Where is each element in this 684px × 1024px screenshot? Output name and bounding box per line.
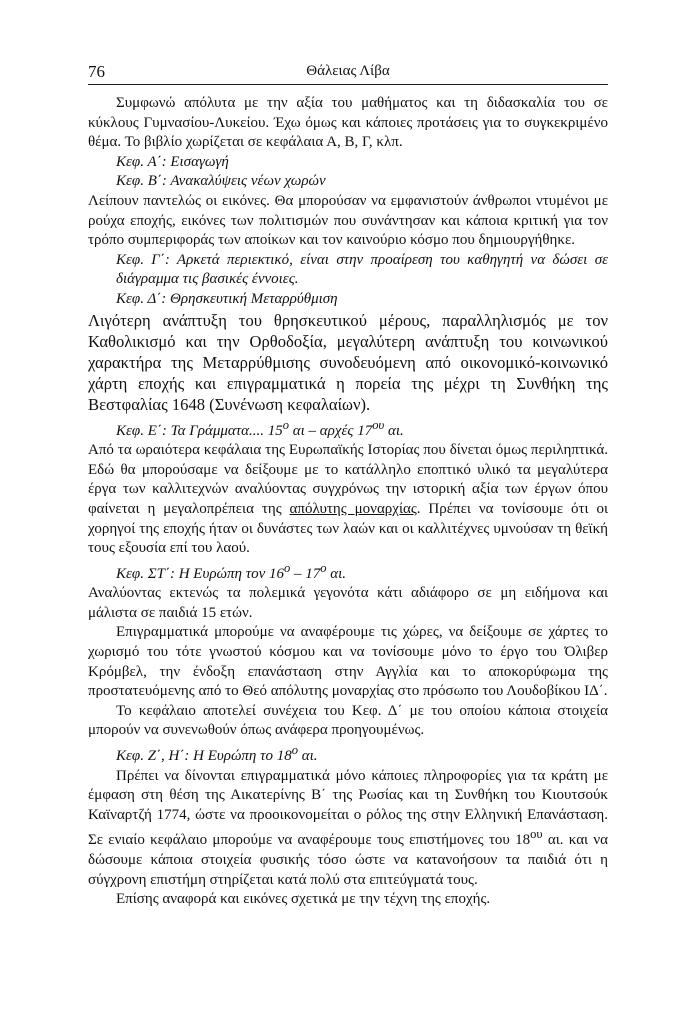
chapter-heading: Κεφ. Δ΄: Θρησκευτική Μεταρρύθμιση xyxy=(116,290,338,307)
page-number: 76 xyxy=(88,62,105,81)
paragraph: Συμφωνώ απόλυτα με την αξία του μαθήματος και τη διδασκαλία του σε κύκλους Γυμνασίου-Λυκείου. Έχω όμως και κάποιες προτάσεις για το συγκεκριμένο θέμα. Το βιβλίο χωρίζεται σε κεφάλαια Α, Β, Γ, κλπ. xyxy=(88,95,608,151)
paragraph: Επιγραμματικά μπορούμε να αναφέρουμε τις χώρες, να δείξουμε σε χάρτες το χωρισμό του τότε γνωστού κόσμου και να τονίσουμε μόνο το έργο του Όλιβερ Κρόμβελ, την ένδοξη επανάσταση στην Αγγλία και το αποκορύφωμα της προστατευόμενης από το Θεό απόλυτης μοναρχίας στο πρόσωπο του Λουδοβίκου ΙΔ΄. xyxy=(88,624,608,700)
paragraph: Πρέπει να δίνονται επιγραμματικά μόνο κάποιες πληροφορίες για τα κράτη με έμφαση στη θέση της Αικατερίνης Β΄ της Ρωσίας και τη Συνθήκη του Κιουτσούκ Καϊναρτζή 1774, ώστε να προοικονομείται ο ρόλος της στην Ελληνική Επανάσταση. Σε ενιαίο κεφάλαιο μπορούμε να αναφέρουμε τους επιστήμονες του $18^{o\upsilon}$ αι. και να δώσουμε κάποια στοιχεία φυσικής τόσο ώστε να κατανοήσουν τα παιδιά ότι η σύγχρονη επιστήμη στηρίζεται κατά πολύ στα επιτεύγματά τους. xyxy=(88,767,609,888)
chapter-heading: Κεφ. Ε΄: Τα Γράμματα.... $15^o$ αι – αρχές $17^{o\upsilon}$ αι. xyxy=(116,417,404,439)
paragraph: Αναλύοντας εκτενώς τα πολεμικά γεγονότα κάτι αδιάφορο σε μη ειδήμονα και μάλιστα σε παιδιά 15 ετών. xyxy=(88,585,608,621)
paragraph: Από τα ωραιότερα κεφάλαια της Ευρωπαϊκής Ιστορίας που δίνεται όμως περιληπτικά. Εδώ θα μπορούσαμε να δείξουμε με το κατάλληλο εποπτικό υλικό τα μεγαλύτερα έργα των καλλιτεχνών αναλύοντας συγχρόνως την ιστορική αξία των έργων όπου φαίνεται η μεγαλοπρέπεια της απόλυτης μοναρχίας. Πρέπει να τονίσουμε ότι οι χορηγοί της εποχής ήταν οι δυνάστες των λαών και οι καλλιτέχνες υμνούσαν τη θεϊκή τους εξουσία επί του λαού. xyxy=(88,442,608,557)
paragraph: Το κεφάλαιο αποτελεί συνέχεια του Κεφ. Δ΄ με του οποίου κάποια στοιχεία μπορούν να συνενωθούν όπως ανάφερα προηγουμένως. xyxy=(88,702,608,739)
running-title: Θάλειας Λίβα xyxy=(306,63,390,79)
chapter-note: Κεφ. Γ΄: Αρκετά περιεκτικό, είναι στην προαίρεση του καθηγητή να δώσει σε διάγραμμα τις βασικές έννοιες. xyxy=(116,251,608,288)
running-header xyxy=(88,62,608,85)
chapter-heading: Κεφ. Α΄: Εισαγωγή xyxy=(116,153,229,170)
chapter-heading: Κεφ. Ζ΄, Η΄: Η Ευρώπη το $18^o$ αι. xyxy=(116,743,318,765)
paragraph: Λιγότερη ανάπτυξη του θρησκευτικού μέρους, παραλληλισμός με τον Καθολικισμό και την Ορθοδοξία, μεγαλύτερη ανάπτυξη του κοινωνικού χαρακτήρα της Μεταρρύθμισης συνοδευόμενη από οικονομικό-κοινωνικό χάρτη εποχής και επιγραμματικά η πορεία της μέχρι τη Συνθήκη της Βεστφαλίας 1648 (Συνένωση κεφαλαίων). xyxy=(88,310,608,415)
chapter-heading: Κεφ. Β΄: Ανακαλύψεις νέων χωρών xyxy=(116,173,326,190)
underlined-phrase: απόλυτης μοναρχίας xyxy=(289,500,417,517)
paragraph: Λείπουν παντελώς οι εικόνες. Θα μπορούσαν να εμφανιστούν άνθρωποι ντυμένοι με ρούχα εποχής, εικόνες των πολιτισμών που συνάντησαν και κάποια κριτική για τον τρόπο συμπεριφοράς των αποίκων και τον καινούριο κόσμο που δημιουργήθηκε. xyxy=(88,192,608,249)
chapter-heading: Κεφ. ΣΤ΄: Η Ευρώπη τον $16^o - 17^o$ αι. xyxy=(116,560,347,582)
paragraph: Επίσης αναφορά και εικόνες σχετικά με την τέχνη της εποχής. xyxy=(116,891,491,908)
page-body xyxy=(88,94,608,910)
